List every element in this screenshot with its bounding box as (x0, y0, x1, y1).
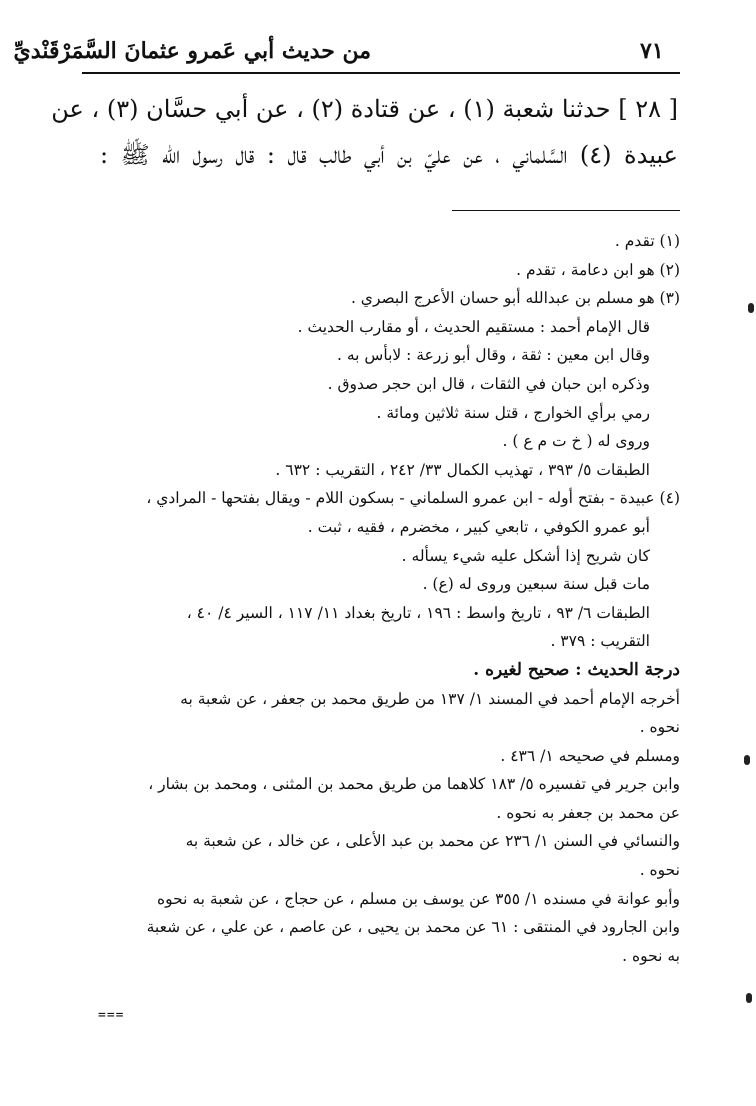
footnote-line: عن محمد بن جعفر به نحوه . (496, 803, 680, 822)
footnote-line: وروى له ( خ ت م ع ) . (502, 432, 650, 451)
footnote-line: ومسلم في صحيحه ١/ ٤٣٦ . (500, 746, 680, 765)
header-divider (82, 72, 680, 74)
footnote-line: به نحوه . (622, 946, 680, 965)
footnote-line: رمي برأي الخوارج ، قتل سنة ثلاثين ومائة . (376, 403, 650, 422)
footnote-divider (452, 210, 680, 211)
end-mark: === (98, 1008, 125, 1023)
footnote-line: (١) تقدم . (614, 232, 680, 250)
footnote-line: نحوه . (639, 718, 680, 737)
footnote-line: وابن الجارود في المنتقى : ٦١ عن محمد بن يحيى ، عن عاصم ، عن علي ، عن شعبة (146, 918, 680, 937)
hadith-line: [ ٢٨ ] حدثنا شعبة (١) ، عن قتادة (٢) ، عن أبي حسَّان (٣) ، عن (51, 95, 678, 123)
hadith-text (51, 86, 679, 178)
scan-speck (744, 755, 750, 765)
running-header-title: من حديث أبي عَمرو عثمانَ السَّمَرْقَنْديِّ (13, 38, 371, 64)
footnote-line: وقال ابن معين : ثقة ، وقال أبو زرعة : لابأس به . (337, 346, 650, 365)
footnote-line: كان شريح إذا أشكل عليه شيء يسأله . (401, 546, 650, 565)
page-number: ٧١ (640, 38, 664, 64)
footnote-line: التقريب : ٣٧٩ . (550, 632, 650, 651)
footnote-line: وابن جرير في تفسيره ٥/ ١٨٣ كلاهما من طريق محمد بن المثنى ، ومحمد بن بشار ، (148, 775, 680, 794)
footnote-line: مات قبل سنة سبعين وروى له (ع) . (422, 575, 650, 594)
footnote-line: الطبقات ٦/ ٩٣ ، تاريخ واسط : ١٩٦ ، تاريخ بغداد ١١/ ١١٧ ، السير ٤/ ٤٠ ، (186, 603, 650, 622)
footnote-line: (٣) هو مسلم بن عبدالله أبو حسان الأعرج البصري . (350, 289, 680, 308)
scan-speck (748, 303, 754, 313)
footnote-line: والنسائي في السنن ١/ ٢٣٦ عن محمد بن عبد الأعلى ، عن خالد ، عن شعبة به (185, 832, 680, 851)
footnotes (80, 227, 680, 970)
scan-speck (746, 993, 752, 1003)
footnote-line: أخرجه الإمام أحمد في المسند ١/ ١٣٧ من طريق محمد بن جعفر ، عن شعبة به (180, 689, 680, 708)
footnote-line: وذكره ابن حبان في الثقات ، قال ابن حجر صدوق . (327, 374, 650, 393)
footnote-line: (٤) عبيدة - بفتح أوله - ابن عمرو السلماني - بسكون اللام - ويقال بفتحها - المرادي ، (146, 489, 680, 508)
footnote-line: أبو عمرو الكوفي ، تابعي كبير ، مخضرم ، فقيه ، ثبت . (307, 517, 650, 536)
hadith-line: عبيدة (٤) السَّلماني ، عن عليّ بن أبي طالب قال : قال رسول الله ﷺ : (100, 141, 679, 169)
footnote-line: (٢) هو ابن دعامة ، تقدم . (516, 260, 680, 279)
footnote-line: قال الإمام أحمد : مستقيم الحديث ، أو مقارب الحديث . (297, 317, 650, 336)
footnote-line: الطبقات ٥/ ٣٩٣ ، تهذيب الكمال ٣٣/ ٢٤٢ ، التقريب : ٦٣٢ . (275, 460, 650, 479)
footnote-line: وأبو عوانة في مسنده ١/ ٣٥٥ عن يوسف بن مسلم ، عن حجاج ، عن شعبة به نحوه (156, 889, 680, 908)
hadith-grade: درجة الحديث : صحيح لغيره . (473, 659, 680, 680)
footnote-line: نحوه . (639, 861, 680, 880)
